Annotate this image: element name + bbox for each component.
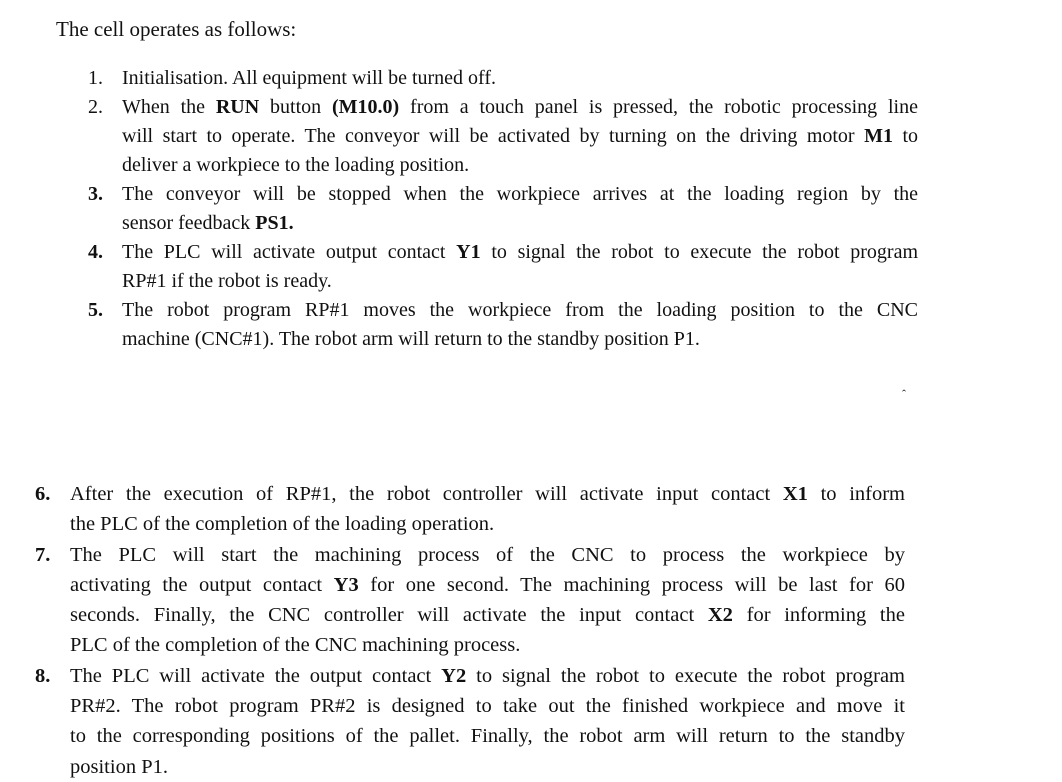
list-item: [88, 64, 918, 93]
text-run: PLC of the completion of the CNC machining process.: [70, 634, 521, 657]
list-item: [88, 238, 918, 296]
text-line: [122, 296, 918, 325]
bold-term: Y2: [441, 664, 467, 687]
list-item: [88, 180, 918, 238]
text-run: PR#2. The robot program PR#2 is designed to take out the finished workpiece and move it: [70, 695, 905, 718]
text-line: [122, 267, 918, 296]
text-run: machine (CNC#1). The robot arm will return to the standby position P1.: [122, 328, 700, 350]
item-number: 7.: [35, 543, 51, 566]
text-run: will start to operate. The conveyor will be activated by turning on the driving motor: [122, 125, 865, 147]
text-run: seconds. Finally, the CNC controller will activate the input contact: [70, 604, 708, 627]
text-run: RP#1 if the robot is ready.: [122, 270, 332, 292]
text-line: [70, 509, 905, 539]
item-text: [122, 238, 918, 296]
item-text: [122, 180, 918, 238]
item-number: 5.: [88, 299, 103, 321]
text-line: [70, 721, 905, 751]
text-run: The PLC will activate the output contact: [70, 664, 442, 687]
text-run: The PLC will activate output contact: [122, 241, 457, 263]
bold-term: (M10.0): [332, 96, 400, 118]
text-line: [122, 122, 918, 151]
bold-term: X2: [707, 604, 733, 627]
text-line: [70, 570, 905, 600]
list-item: [35, 661, 905, 782]
text-run: When the: [122, 96, 216, 118]
bold-term: M1: [864, 125, 893, 147]
item-text: [70, 661, 905, 782]
list-item: [88, 296, 918, 354]
text-run: to: [892, 125, 918, 147]
text-line: [70, 600, 905, 630]
intro-text: The cell operates as follows:: [56, 17, 297, 41]
text-run: activating the output contact: [70, 573, 334, 596]
text-run: the PLC of the completion of the loading operation.: [70, 513, 495, 536]
text-run: The robot program RP#1 moves the workpiece from the loading position to the CNC: [122, 299, 918, 321]
text-run: sensor feedback: [122, 212, 256, 234]
text-run: to signal the robot to execute the robot program: [466, 664, 905, 687]
text-run: After the execution of RP#1, the robot controller will activate input contact: [70, 483, 783, 505]
bold-term: RUN: [215, 96, 260, 118]
item-number: 3.: [88, 183, 103, 205]
text-line: [122, 209, 918, 238]
item-number: 2.: [88, 96, 103, 118]
item-number: 6.: [35, 483, 51, 505]
bold-term: PS1.: [255, 212, 294, 234]
text-line: [70, 630, 905, 660]
text-run: The PLC will start the machining process of the CNC to process the workpiece by: [70, 543, 905, 566]
text-run: to signal the robot to execute the robot program: [480, 241, 918, 263]
bold-term: Y1: [456, 241, 481, 263]
text-line: [70, 752, 905, 782]
list-item: [88, 93, 918, 180]
item-text: [70, 540, 905, 661]
bold-term: Y3: [333, 573, 359, 596]
text-line: [122, 64, 918, 93]
item-number: 4.: [88, 241, 103, 263]
text-line: [70, 540, 905, 570]
bold-term: X1: [782, 483, 808, 505]
text-run: The conveyor will be stopped when the workpiece arrives at the loading region by the: [122, 183, 918, 205]
text-run: for informing the: [732, 604, 905, 627]
text-line: [122, 151, 918, 180]
list-item: [35, 479, 905, 540]
item-number: 1.: [88, 67, 103, 89]
item-text: [70, 479, 905, 540]
text-run: for one second. The machining process will be last for 60: [358, 573, 905, 596]
text-line: [122, 325, 918, 354]
steps-list-part-2: [35, 479, 905, 782]
text-line: [70, 661, 905, 691]
text-run: position P1.: [70, 755, 168, 778]
stray-mark: ˆ: [902, 387, 906, 401]
item-text: [122, 296, 918, 354]
text-run: from a touch panel is pressed, the robotic processing line: [399, 96, 918, 118]
text-run: to the corresponding positions of the pallet. Finally, the robot arm will return to the standby: [70, 725, 905, 748]
text-line: [122, 93, 918, 122]
item-text: [122, 93, 918, 180]
text-run: button: [259, 96, 332, 118]
text-line: [70, 479, 905, 509]
text-run: Initialisation. All equipment will be turned off.: [122, 67, 497, 89]
text-line: [122, 238, 918, 267]
text-run: deliver a workpiece to the loading position.: [122, 154, 470, 176]
item-text: [122, 64, 918, 93]
text-line: [70, 691, 905, 721]
text-line: [122, 180, 918, 209]
steps-list-part-1: [88, 64, 918, 354]
item-number: 8.: [35, 664, 51, 687]
text-run: to inform: [807, 483, 905, 505]
list-item: [35, 540, 905, 661]
